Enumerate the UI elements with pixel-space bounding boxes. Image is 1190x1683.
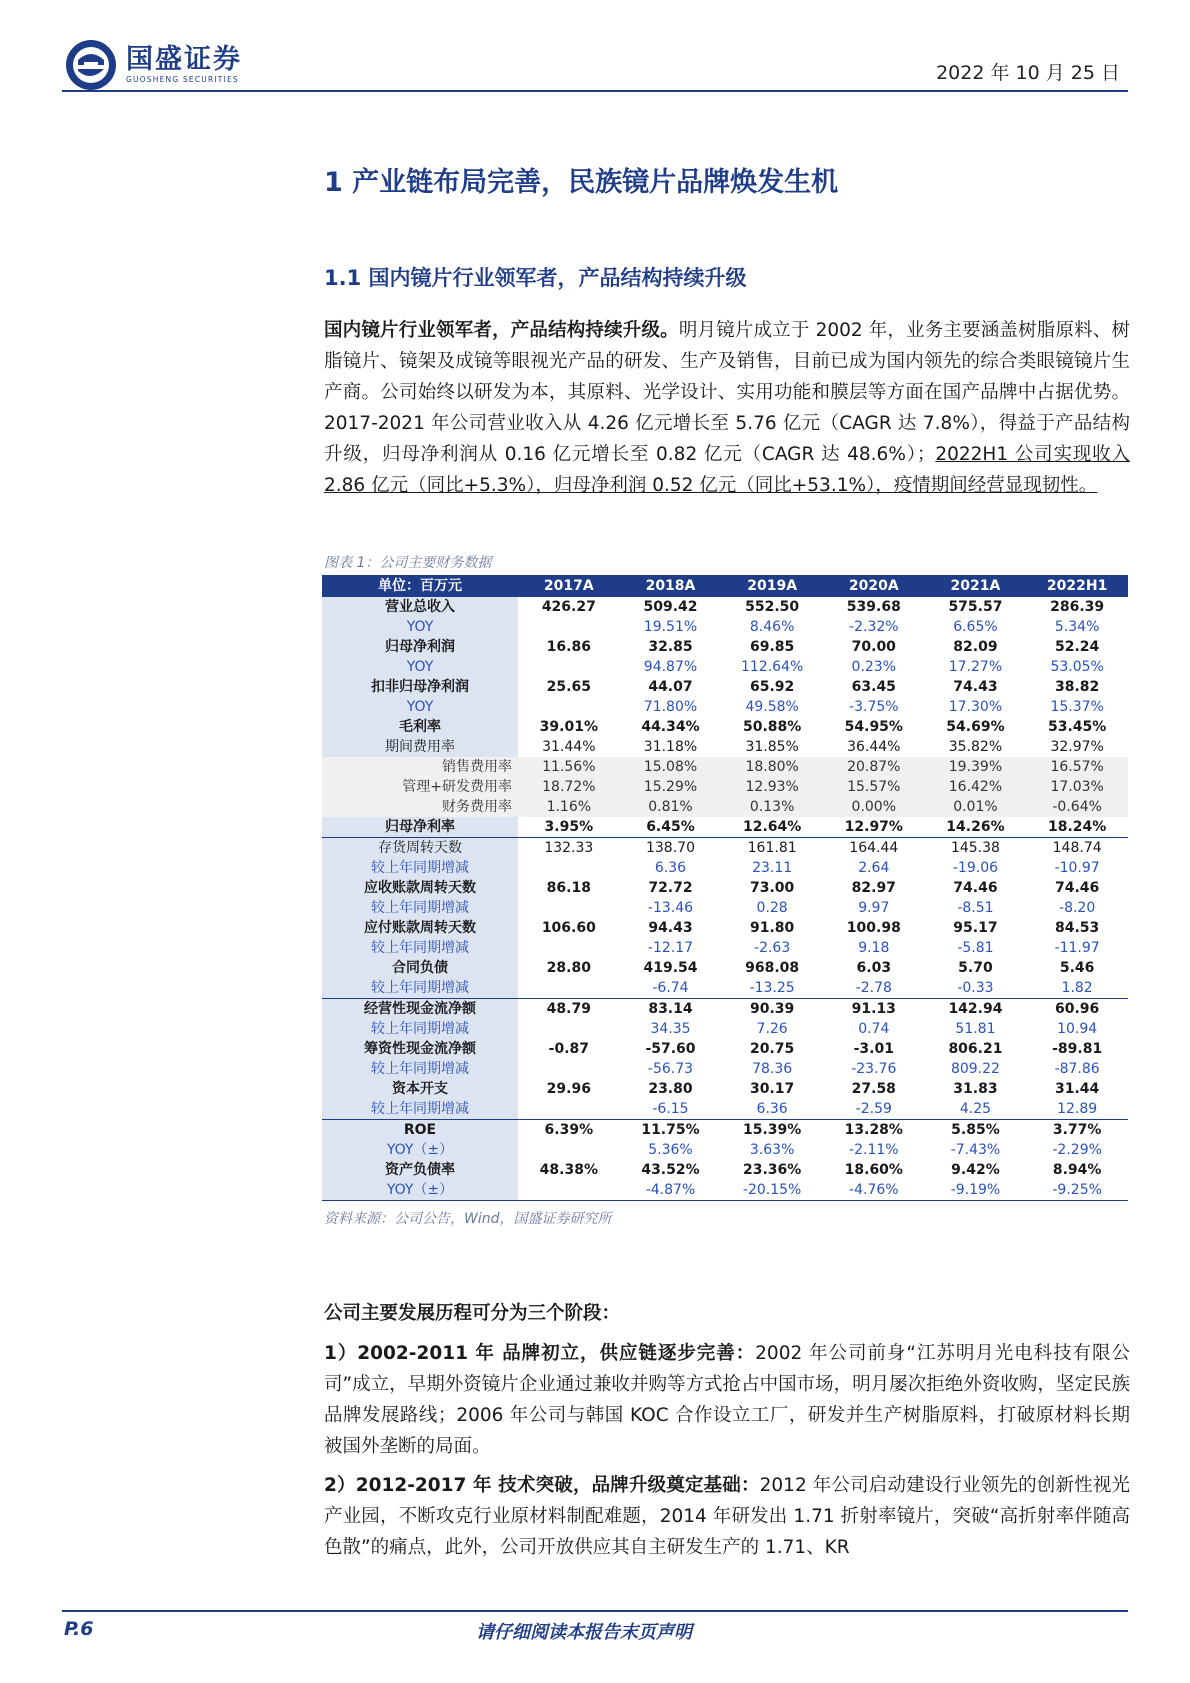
logo-chinese-name: 国盛证券 xyxy=(126,44,242,75)
value-cell: 15.39% xyxy=(721,1120,823,1141)
value-cell: 5.34% xyxy=(1054,619,1100,635)
table-row xyxy=(322,958,1128,978)
row-label: 归母净利润 xyxy=(322,637,518,657)
value-cell: 18.24% xyxy=(1047,819,1107,835)
value-cell: -6.74 xyxy=(652,980,689,996)
value-cell: 17.03% xyxy=(1026,777,1128,797)
value-cell: 1.82 xyxy=(1061,980,1093,996)
table-row xyxy=(322,1079,1128,1099)
value-cell: 148.74 xyxy=(1026,838,1128,859)
header-cell: 2017A xyxy=(518,575,620,597)
value-cell: -6.15 xyxy=(652,1101,689,1117)
value-cell: -0.64% xyxy=(1026,797,1128,817)
value-cell: 11.75% xyxy=(620,1120,722,1141)
value-cell: 48.38% xyxy=(539,1162,598,1178)
header-divider xyxy=(62,90,1128,92)
value-cell: 509.42 xyxy=(643,599,698,615)
stage1-paragraph xyxy=(324,1338,1130,1462)
value-cell: 19.39% xyxy=(925,757,1027,777)
value-cell: -8.20 xyxy=(1059,900,1096,916)
value-cell xyxy=(518,1019,620,1039)
value-cell: 74.43 xyxy=(953,679,998,695)
value-cell: 60.96 xyxy=(1026,999,1128,1020)
value-cell: -2.63 xyxy=(754,940,791,956)
intro-paragraph xyxy=(324,315,1130,501)
value-cell: 17.30% xyxy=(948,699,1003,715)
table-row xyxy=(322,677,1128,697)
value-cell xyxy=(518,858,620,878)
intro-lead: 国内镜片行业领军者，产品结构持续升级。 xyxy=(324,320,679,341)
row-label: 较上年同期增减 xyxy=(322,938,518,958)
value-cell: 8.94% xyxy=(1052,1162,1102,1178)
value-cell: 11.56% xyxy=(518,757,620,777)
value-cell: 9.42% xyxy=(951,1162,1000,1178)
value-cell: 7.26 xyxy=(756,1021,788,1037)
value-cell: -89.81 xyxy=(1052,1041,1103,1057)
value-cell: 0.13% xyxy=(721,797,823,817)
value-cell: 94.43 xyxy=(648,920,693,936)
value-cell xyxy=(518,978,620,999)
value-cell: 86.18 xyxy=(546,880,591,896)
row-label: 管理+研发费用率 xyxy=(322,777,518,797)
value-cell: 48.79 xyxy=(518,999,620,1020)
value-cell: 12.64% xyxy=(742,819,802,835)
value-cell: 23.80 xyxy=(648,1081,693,1097)
value-cell: 0.28 xyxy=(756,900,788,916)
table-row xyxy=(322,1160,1128,1180)
value-cell: 3.77% xyxy=(1026,1120,1128,1141)
table-row xyxy=(322,918,1128,938)
value-cell: -5.81 xyxy=(957,940,994,956)
row-label: YOY xyxy=(322,657,518,677)
value-cell: 39.01% xyxy=(539,719,598,735)
intro-text: 明月镜片成立于 2002 年，业务主要涵盖树脂原料、树脂镜片、镜架及成镜等眼视光产品的研发、生产及销售，目前已成为国内领先的综合类眼镜镜片生产商。公司始终以研发为本，其原料、光学设计、实用功能和膜层等方面在国产品牌中占据优势。2017-2021 年公司营业收入从 4.26 亿元增长至 5.76 亿元（CAGR 达 7.8%），得益于产品结构升级，归母净利润从 0.16 亿元增长至 0.82 亿元（CAGR 达 48.6%）； xyxy=(324,320,1130,465)
row-label: 筹资性现金流净额 xyxy=(322,1039,518,1059)
value-cell: 54.69% xyxy=(946,719,1005,735)
value-cell: 16.57% xyxy=(1026,757,1128,777)
table-row xyxy=(322,999,1128,1020)
stage2-lead: 2）2012-2017 年 技术突破，品牌升级奠定基础： xyxy=(324,1475,760,1496)
value-cell: 20.75 xyxy=(749,1041,795,1057)
value-cell: 9.97 xyxy=(858,900,890,916)
value-cell: 32.97% xyxy=(1050,739,1104,755)
value-cell: 18.72% xyxy=(518,777,620,797)
value-cell: 809.22 xyxy=(950,1061,1000,1077)
value-cell: -57.60 xyxy=(645,1041,696,1057)
value-cell: 145.38 xyxy=(925,838,1027,859)
value-cell: 12.97% xyxy=(844,819,903,835)
table-row xyxy=(322,1180,1128,1201)
value-cell: 6.45% xyxy=(646,819,695,835)
value-cell xyxy=(518,1059,620,1079)
table-row xyxy=(322,657,1128,677)
value-cell: -2.78 xyxy=(855,980,892,996)
value-cell: 6.65% xyxy=(953,619,998,635)
value-cell: -2.29% xyxy=(1052,1142,1102,1158)
guosheng-logo-icon xyxy=(64,38,118,92)
value-cell: -23.76 xyxy=(851,1061,897,1077)
value-cell: 15.57% xyxy=(823,777,925,797)
row-label: 较上年同期增减 xyxy=(322,858,518,878)
value-cell: -8.51 xyxy=(957,900,994,916)
value-cell: 73.00 xyxy=(749,880,795,896)
value-cell: -2.11% xyxy=(849,1142,899,1158)
financial-data-table xyxy=(322,575,1128,1201)
row-label: 销售费用率 xyxy=(322,757,518,777)
value-cell: 31.44% xyxy=(542,739,596,755)
value-cell: 82.97 xyxy=(851,880,896,896)
row-label: 毛利率 xyxy=(322,717,518,737)
table-row xyxy=(322,1099,1128,1120)
value-cell: 31.18% xyxy=(643,739,698,755)
value-cell: 161.81 xyxy=(721,838,823,859)
value-cell: 83.14 xyxy=(620,999,722,1020)
value-cell: 49.58% xyxy=(745,699,799,715)
value-cell: 94.87% xyxy=(643,659,698,675)
value-cell: 5.46 xyxy=(1059,960,1095,976)
value-cell: 4.25 xyxy=(959,1101,992,1117)
value-cell: 23.36% xyxy=(742,1162,802,1178)
stage1-lead: 1）2002-2011 年 品牌初立，供应链逐步完善： xyxy=(324,1343,756,1364)
value-cell: 38.82 xyxy=(1054,679,1100,695)
row-label: 归母净利率 xyxy=(322,817,518,838)
value-cell: 70.00 xyxy=(851,639,896,655)
stage2-text: 2012 年公司启动建设行业领先的创新性视光产业园，不断攻克行业原材料制配难题，2014 年研发出 1.71 折射率镜片，突破“高折射率伴随高色散”的痛点，此外，公司开放供应其自主研发生产的 1.71、KR xyxy=(324,1475,1130,1558)
value-cell xyxy=(518,1099,620,1120)
value-cell: 53.05% xyxy=(1050,659,1104,675)
value-cell: 6.36 xyxy=(756,1101,788,1117)
table-row xyxy=(322,797,1128,817)
value-cell: 32.85 xyxy=(648,639,693,655)
table-row xyxy=(322,938,1128,958)
value-cell: 25.65 xyxy=(546,679,591,695)
header-cell: 单位：百万元 xyxy=(322,575,518,597)
value-cell: 426.27 xyxy=(541,599,596,615)
value-cell: 5.70 xyxy=(958,960,993,976)
value-cell xyxy=(518,697,620,717)
row-label: 经营性现金流净额 xyxy=(322,999,518,1020)
value-cell: 19.51% xyxy=(643,619,698,635)
value-cell: -7.43% xyxy=(950,1142,1001,1158)
row-label: 较上年同期增减 xyxy=(322,898,518,918)
value-cell: 34.35 xyxy=(650,1021,691,1037)
value-cell: 69.85 xyxy=(749,639,795,655)
value-cell: -10.97 xyxy=(1054,860,1100,876)
row-label: 较上年同期增减 xyxy=(322,978,518,999)
stage1-text: 2002 年公司前身“江苏明月光电科技有限公司”成立，早期外资镜片企业通过兼收并购等方式抢占中国市场，明月屡次拒绝外资收购，坚定民族品牌发展路线；2006 年公司与韩国 KOC 合作设立工厂，研发并生产树脂原料，打破原材料长期被国外垄断的局面。 xyxy=(324,1343,1130,1457)
row-label: YOY xyxy=(322,617,518,637)
company-logo xyxy=(64,38,242,92)
table-row xyxy=(322,1140,1128,1160)
row-label: 资产负债率 xyxy=(322,1160,518,1180)
value-cell: 106.60 xyxy=(541,920,596,936)
table-row xyxy=(322,1039,1128,1059)
value-cell: 575.57 xyxy=(948,599,1003,615)
value-cell xyxy=(518,1140,620,1160)
value-cell: 142.94 xyxy=(925,999,1027,1020)
value-cell: 91.13 xyxy=(823,999,925,1020)
page-number: P.6 xyxy=(64,1618,94,1640)
table-header-row xyxy=(322,575,1128,597)
value-cell: 63.45 xyxy=(851,679,896,695)
row-label: 较上年同期增减 xyxy=(322,1059,518,1079)
value-cell: 3.95% xyxy=(544,819,594,835)
value-cell: -87.86 xyxy=(1054,1061,1100,1077)
value-cell: -19.06 xyxy=(952,860,999,876)
value-cell xyxy=(518,657,620,677)
value-cell: 78.36 xyxy=(752,1061,793,1077)
value-cell: 15.08% xyxy=(620,757,722,777)
logo-english-name: GUOSHENG SECURITIES xyxy=(126,75,239,84)
table-row xyxy=(322,1059,1128,1079)
table-row xyxy=(322,757,1128,777)
value-cell: -13.25 xyxy=(749,980,795,996)
value-cell xyxy=(518,898,620,918)
value-cell: 0.74 xyxy=(858,1021,890,1037)
value-cell: -2.59 xyxy=(855,1101,892,1117)
value-cell: 16.42% xyxy=(925,777,1027,797)
row-label: 较上年同期增减 xyxy=(322,1099,518,1120)
table-row xyxy=(322,637,1128,657)
table-row xyxy=(322,978,1128,999)
footer-divider xyxy=(62,1610,1128,1612)
table-row xyxy=(322,817,1128,838)
row-label: 较上年同期增减 xyxy=(322,1019,518,1039)
value-cell: 31.83 xyxy=(953,1081,998,1097)
value-cell: 112.64% xyxy=(740,659,804,675)
value-cell: 31.44 xyxy=(1054,1081,1100,1097)
table-row xyxy=(322,777,1128,797)
value-cell: 6.39% xyxy=(518,1120,620,1141)
value-cell: 0.00% xyxy=(823,797,925,817)
value-cell: 27.58 xyxy=(851,1081,896,1097)
row-label: 财务费用率 xyxy=(322,797,518,817)
value-cell: 71.80% xyxy=(643,699,698,715)
row-label: 营业总收入 xyxy=(322,597,518,617)
value-cell: 0.23% xyxy=(851,659,897,675)
value-cell: 74.46 xyxy=(953,880,998,896)
footer-disclaimer: 请仔细阅读本报告末页声明 xyxy=(476,1622,692,1643)
table-row xyxy=(322,737,1128,757)
table-row xyxy=(322,858,1128,878)
row-label: YOY xyxy=(322,697,518,717)
value-cell: 20.87% xyxy=(823,757,925,777)
section-heading: 1 产业链布局完善，民族镜片品牌焕发生机 xyxy=(324,167,839,198)
stages-intro xyxy=(324,1298,1130,1329)
value-cell: -3.75% xyxy=(849,699,899,715)
row-label: ROE xyxy=(322,1120,518,1141)
value-cell: 53.45% xyxy=(1047,719,1107,735)
value-cell: 419.54 xyxy=(643,960,698,976)
value-cell: 23.11 xyxy=(752,860,793,876)
value-cell: 12.93% xyxy=(721,777,823,797)
value-cell: 806.21 xyxy=(948,1041,1003,1057)
value-cell: 0.01% xyxy=(925,797,1027,817)
value-cell: 164.44 xyxy=(823,838,925,859)
row-label: 资本开支 xyxy=(322,1079,518,1099)
table-row xyxy=(322,717,1128,737)
row-label: 合同负债 xyxy=(322,958,518,978)
table-row xyxy=(322,898,1128,918)
value-cell xyxy=(518,1180,620,1201)
value-cell: -4.76% xyxy=(823,1180,925,1201)
report-date: 2022 年 10 月 25 日 xyxy=(936,62,1120,84)
value-cell: 14.26% xyxy=(946,819,1005,835)
value-cell xyxy=(518,617,620,637)
row-label: YOY（±） xyxy=(322,1180,518,1201)
header-cell: 2021A xyxy=(925,575,1027,597)
value-cell: 18.60% xyxy=(844,1162,903,1178)
row-label: 应付账款周转天数 xyxy=(322,918,518,938)
row-label: 应收账款周转天数 xyxy=(322,878,518,898)
value-cell: 15.29% xyxy=(620,777,722,797)
value-cell: 539.68 xyxy=(846,599,901,615)
value-cell: 44.34% xyxy=(641,719,700,735)
value-cell: -0.33 xyxy=(957,980,994,996)
table-row xyxy=(322,697,1128,717)
value-cell: 2.64 xyxy=(858,860,890,876)
value-cell: 50.88% xyxy=(742,719,802,735)
value-cell: 13.28% xyxy=(823,1120,925,1141)
value-cell: 6.36 xyxy=(654,860,687,876)
value-cell: 91.80 xyxy=(749,920,795,936)
table-row xyxy=(322,1120,1128,1141)
value-cell: 15.37% xyxy=(1050,699,1104,715)
source-note: 资料来源：公司公告，Wind，国盛证券研究所 xyxy=(324,1211,612,1227)
value-cell: 51.81 xyxy=(955,1021,996,1037)
value-cell: 0.81% xyxy=(620,797,722,817)
value-cell: 5.85% xyxy=(925,1120,1027,1141)
value-cell: 132.33 xyxy=(518,838,620,859)
value-cell: 138.70 xyxy=(620,838,722,859)
stages-intro-text: 公司主要发展历程可分为三个阶段： xyxy=(324,1303,621,1324)
figure-caption: 图表 1：公司主要财务数据 xyxy=(324,555,492,571)
row-label: 扣非归母净利润 xyxy=(322,677,518,697)
value-cell: 84.53 xyxy=(1054,920,1100,936)
value-cell: 17.27% xyxy=(948,659,1003,675)
table-row xyxy=(322,838,1128,859)
value-cell: 16.86 xyxy=(546,639,591,655)
value-cell: 286.39 xyxy=(1050,599,1105,615)
value-cell: 552.50 xyxy=(745,599,800,615)
value-cell: 9.18 xyxy=(858,940,890,956)
value-cell: -12.17 xyxy=(647,940,694,956)
value-cell: 3.63% xyxy=(749,1142,795,1158)
value-cell: -9.25% xyxy=(1026,1180,1128,1201)
value-cell: 18.80% xyxy=(721,757,823,777)
value-cell: 6.03 xyxy=(856,960,892,976)
value-cell: 968.08 xyxy=(745,960,800,976)
page-header xyxy=(62,30,1128,92)
value-cell: 52.24 xyxy=(1054,639,1100,655)
value-cell: 65.92 xyxy=(749,679,795,695)
header-cell: 2019A xyxy=(721,575,823,597)
row-label: 存货周转天数 xyxy=(322,838,518,859)
value-cell: 35.82% xyxy=(948,739,1003,755)
value-cell xyxy=(518,938,620,958)
value-cell: 43.52% xyxy=(641,1162,700,1178)
value-cell: -56.73 xyxy=(647,1061,694,1077)
value-cell: 72.72 xyxy=(648,880,693,896)
value-cell: 82.09 xyxy=(953,639,998,655)
value-cell: 30.17 xyxy=(749,1081,795,1097)
value-cell: -13.46 xyxy=(647,900,694,916)
value-cell: -0.87 xyxy=(548,1041,589,1057)
value-cell: 54.95% xyxy=(844,719,903,735)
value-cell: 31.85% xyxy=(745,739,799,755)
value-cell: -11.97 xyxy=(1054,940,1100,956)
value-cell: 1.16% xyxy=(518,797,620,817)
value-cell: 29.96 xyxy=(546,1081,591,1097)
value-cell: 5.36% xyxy=(648,1142,693,1158)
table-body xyxy=(322,597,1128,1201)
subsection-heading: 1.1 国内镜片行业领军者，产品结构持续升级 xyxy=(324,266,747,290)
header-cell: 2020A xyxy=(823,575,925,597)
value-cell: 100.98 xyxy=(846,920,901,936)
table-row xyxy=(322,1019,1128,1039)
value-cell: -2.32% xyxy=(849,619,899,635)
value-cell: -20.15% xyxy=(721,1180,823,1201)
value-cell: 95.17 xyxy=(953,920,998,936)
table-row xyxy=(322,597,1128,617)
value-cell: 74.46 xyxy=(1054,880,1100,896)
value-cell: 36.44% xyxy=(847,739,901,755)
value-cell: 12.89 xyxy=(1057,1101,1098,1117)
header-cell: 2022H1 xyxy=(1026,575,1128,597)
value-cell: -4.87% xyxy=(620,1180,722,1201)
table-row xyxy=(322,878,1128,898)
header-cell: 2018A xyxy=(620,575,722,597)
intro-underlined: 2022H1 公司实现收入 2.86 亿元（同比+5.3%），归母净利润 0.52 亿元（同比+53.1%），疫情期间经营显现韧性。 xyxy=(324,444,1130,496)
value-cell: -3.01 xyxy=(853,1041,894,1057)
row-label: YOY（±） xyxy=(322,1140,518,1160)
value-cell: 28.80 xyxy=(546,960,591,976)
row-label: 期间费用率 xyxy=(322,737,518,757)
stage2-paragraph xyxy=(324,1470,1130,1563)
value-cell: 44.07 xyxy=(648,679,693,695)
value-cell: 10.94 xyxy=(1057,1021,1098,1037)
value-cell: 90.39 xyxy=(721,999,823,1020)
value-cell: 8.46% xyxy=(749,619,795,635)
table-row xyxy=(322,617,1128,637)
value-cell: -9.19% xyxy=(925,1180,1027,1201)
